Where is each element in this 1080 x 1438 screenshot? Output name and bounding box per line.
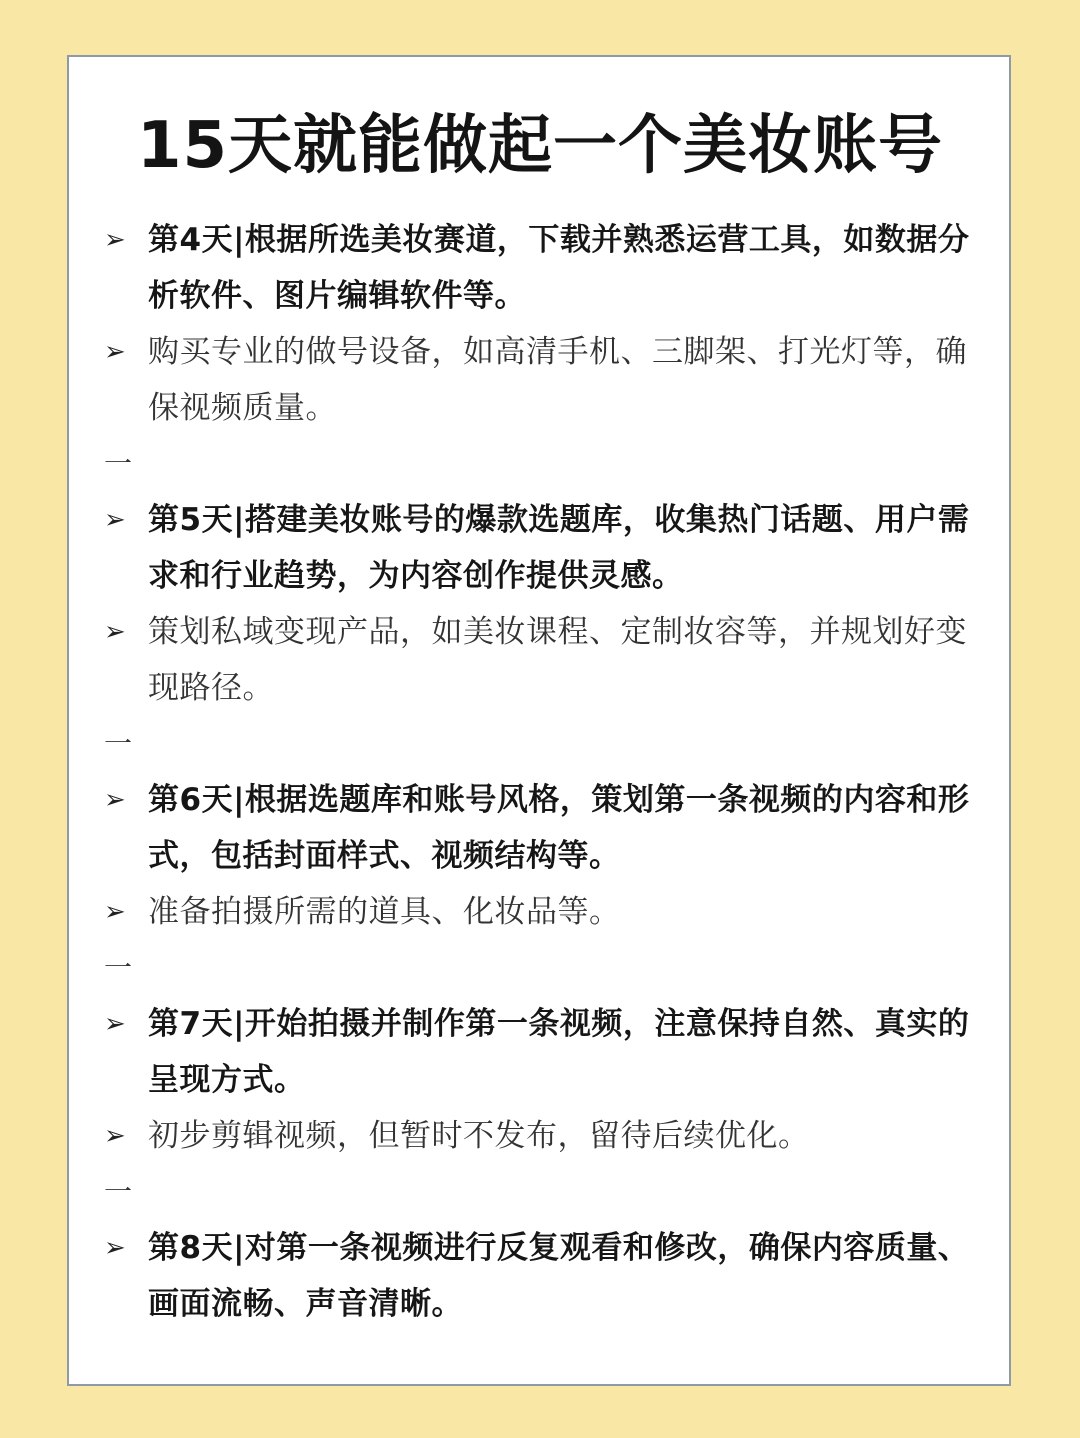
item-text: 准备拍摄所需的道具、化妆品等。 <box>148 894 621 930</box>
content-list <box>102 212 982 1332</box>
item-text: 第4天|根据所选美妆赛道，下载并熟悉运营工具，如数据分析软件、图片编辑软件等。 <box>148 222 970 314</box>
arrow-bullet-icon: ➢ <box>104 225 127 255</box>
list-item-day6-main <box>102 772 982 884</box>
list-item-day5-main <box>102 492 982 604</box>
list-item-day7-main <box>102 996 982 1108</box>
section-divider: 一 <box>104 951 133 984</box>
item-text: 策划私域变现产品，如美妆课程、定制妆容等，并规划好变现路径。 <box>148 614 967 706</box>
section-divider: 一 <box>104 1175 133 1208</box>
list-item-day7-sub <box>102 1108 982 1164</box>
item-text: 购买专业的做号设备，如高清手机、三脚架、打光灯等，确保视频质量。 <box>148 334 967 426</box>
list-item-day4-main <box>102 212 982 324</box>
arrow-bullet-icon: ➢ <box>104 505 127 535</box>
arrow-bullet-icon: ➢ <box>104 337 127 367</box>
arrow-bullet-icon: ➢ <box>104 1009 127 1039</box>
arrow-bullet-icon: ➢ <box>104 785 127 815</box>
section-divider: 一 <box>104 727 133 760</box>
item-text: 第7天|开始拍摄并制作第一条视频，注意保持自然、真实的呈现方式。 <box>148 1006 970 1098</box>
list-item-day8-main <box>102 1220 982 1332</box>
list-item-day6-sub <box>102 884 982 940</box>
item-text: 第6天|根据选题库和账号风格，策划第一条视频的内容和形式，包括封面样式、视频结构等。 <box>148 782 970 874</box>
section-divider: 一 <box>104 447 133 480</box>
arrow-bullet-icon: ➢ <box>104 617 127 647</box>
item-text: 初步剪辑视频，但暂时不发布，留待后续优化。 <box>148 1118 810 1154</box>
arrow-bullet-icon: ➢ <box>104 1233 127 1263</box>
arrow-bullet-icon: ➢ <box>104 897 127 927</box>
list-item-day4-sub <box>102 324 982 436</box>
list-item-day5-sub <box>102 604 982 716</box>
item-text: 第8天|对第一条视频进行反复观看和修改，确保内容质量、画面流畅、声音清晰。 <box>148 1230 970 1322</box>
arrow-bullet-icon: ➢ <box>104 1121 127 1151</box>
item-text: 第5天|搭建美妆账号的爆款选题库，收集热门话题、用户需求和行业趋势，为内容创作提供灵感。 <box>148 502 970 594</box>
page-title: 15天就能做起一个美妆账号 <box>136 109 944 183</box>
